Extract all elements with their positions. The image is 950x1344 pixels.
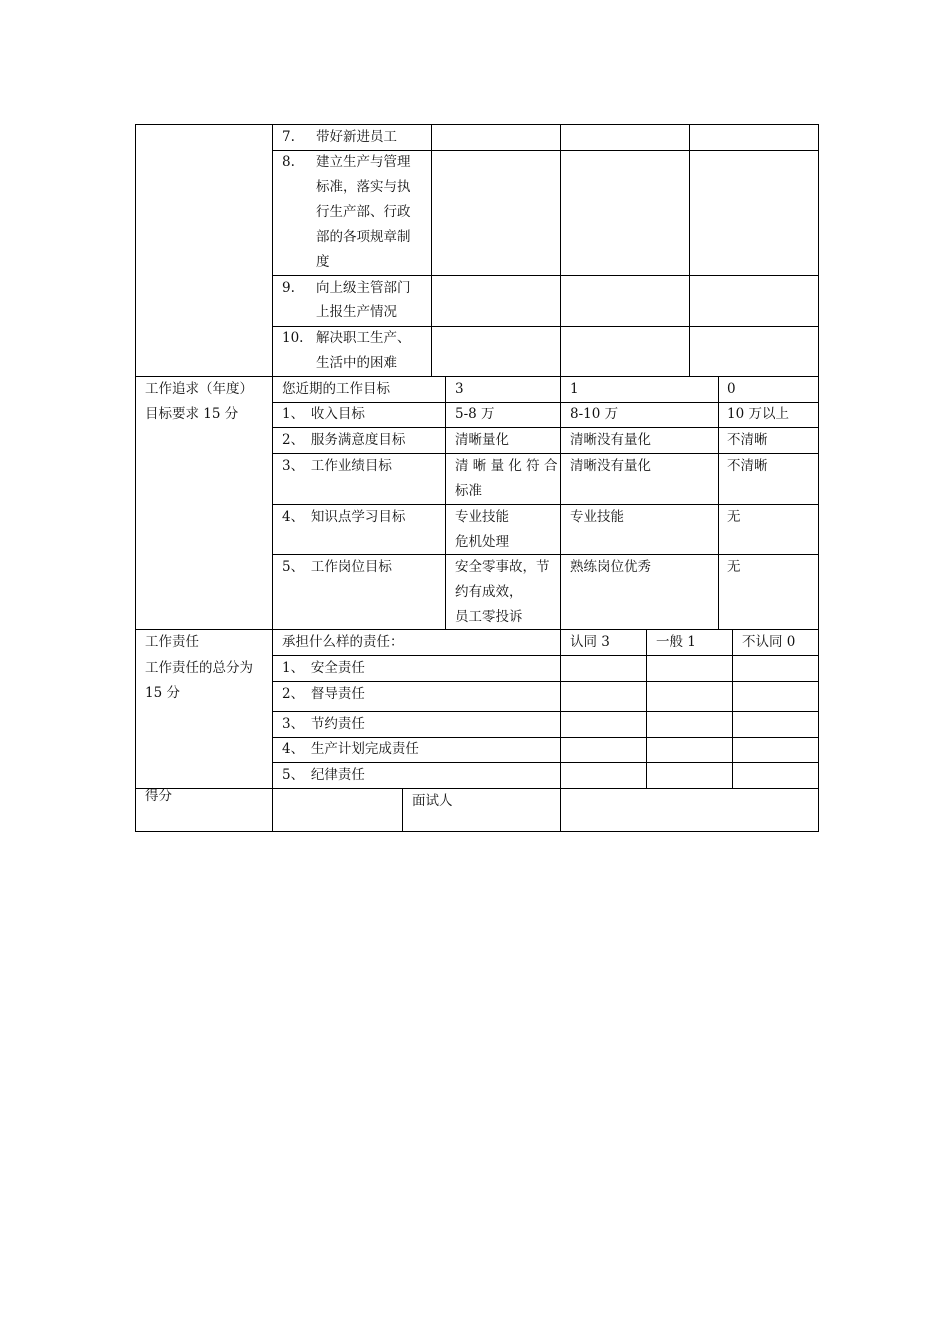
rule-bottom	[135, 831, 819, 832]
rule-s1-c3	[689, 124, 690, 376]
goals-section-label: 工作追求（年度）	[145, 381, 253, 397]
goal-row-label: 2、 服务满意度目标	[282, 432, 406, 448]
rule-s3-c2	[646, 629, 647, 788]
goal-row-option-c: 10 万以上	[727, 406, 789, 422]
responsibility-section-label: 15 分	[145, 685, 180, 701]
responsibility-section-label: 工作责任的总分为	[145, 660, 253, 676]
goal-row-label: 5、 工作岗位目标	[282, 559, 392, 575]
goal-row-option-a: 专业技能	[455, 509, 509, 525]
rule-s3-c1	[560, 629, 561, 788]
item-10-number: 10.	[282, 330, 304, 346]
responsibility-row-label: 5、 纪律责任	[282, 767, 365, 783]
goal-row-option-c: 无	[727, 509, 741, 525]
rule-s2-c2	[560, 376, 561, 629]
responsibility-question: 承担什么样的责任：	[282, 634, 404, 650]
goal-row-label: 1、 收入目标	[282, 406, 365, 422]
goal-row-option-b: 清晰没有量化	[570, 458, 651, 474]
item-8-line: 行生产部、行政	[316, 204, 411, 220]
goal-row-label: 4、 知识点学习目标	[282, 509, 406, 525]
goal-row-option-a: 员工零投诉	[455, 609, 523, 625]
goal-row-label: 3、 工作业绩目标	[282, 458, 392, 474]
item-8-line: 建立生产与管理	[316, 154, 411, 170]
rule-s1-c2	[560, 124, 561, 376]
goal-row-option-a: 清晰量化	[455, 432, 509, 448]
goal-row-option-b: 专业技能	[570, 509, 624, 525]
goal-row-option-a: 5-8 万	[455, 406, 495, 422]
item-9-line: 上报生产情况	[316, 304, 397, 320]
rule-s3-c3	[732, 629, 733, 788]
interviewer-label: 面试人	[412, 793, 453, 809]
rule-label-col	[272, 124, 273, 832]
responsibility-neutral-header: 一般 1	[656, 634, 696, 650]
goal-row-option-a: 安全零事故，节	[455, 559, 550, 575]
goal-row-option-b: 清晰没有量化	[570, 432, 651, 448]
item-8-line: 标准，落实与执	[316, 179, 411, 195]
goals-section-label: 目标要求 15 分	[145, 406, 239, 422]
responsibility-row-label: 4、 生产计划完成责任	[282, 741, 419, 757]
goal-row-option-b: 熟练岗位优秀	[570, 559, 651, 575]
responsibility-row-label: 1、 安全责任	[282, 660, 365, 676]
item-7-text: 带好新进员工	[316, 129, 397, 145]
responsibility-agree-header: 认同 3	[570, 634, 610, 650]
rule-s2-c3	[718, 376, 719, 629]
item-8-line: 度	[316, 254, 330, 270]
responsibility-disagree-header: 不认同 0	[742, 634, 796, 650]
goal-row-option-a: 危机处理	[455, 534, 509, 550]
rule-footer	[135, 788, 819, 789]
rule-ft-c2	[560, 788, 561, 831]
rule-top	[135, 124, 819, 125]
goals-score-1: 1	[570, 381, 579, 397]
item-8-number: 8.	[282, 154, 295, 170]
goal-row-option-c: 无	[727, 559, 741, 575]
responsibility-section-label: 工作责任	[145, 634, 199, 650]
goal-row-option-a: 标准	[455, 483, 482, 499]
item-10-line: 生活中的困难	[316, 355, 397, 371]
item-7-number: 7.	[282, 129, 295, 145]
goal-row-option-c: 不清晰	[727, 432, 768, 448]
goal-row-option-c: 不清晰	[727, 458, 768, 474]
item-8-line: 部的各项规章制	[316, 229, 411, 245]
rule-s1-c1	[431, 124, 432, 376]
goals-score-3: 3	[455, 381, 464, 397]
score-label: 得分	[145, 788, 172, 804]
goal-row-option-a: 约有成效，	[455, 584, 523, 600]
rule-right	[818, 124, 819, 832]
item-9-line: 向上级主管部门	[316, 280, 411, 296]
goals-question: 您近期的工作目标	[282, 381, 390, 397]
responsibility-row-label: 2、 督导责任	[282, 686, 365, 702]
item-10-line: 解决职工生产、	[316, 330, 411, 346]
rule-left	[135, 124, 136, 832]
goal-row-option-b: 8-10 万	[570, 406, 619, 422]
rule-ft-c1	[402, 788, 403, 831]
item-9-number: 9.	[282, 280, 295, 296]
responsibility-row-label: 3、 节约责任	[282, 716, 365, 732]
rule-s2-c1	[445, 376, 446, 629]
goal-row-option-a: 清 晰 量 化 符 合	[455, 458, 558, 474]
goals-score-0: 0	[727, 381, 736, 397]
